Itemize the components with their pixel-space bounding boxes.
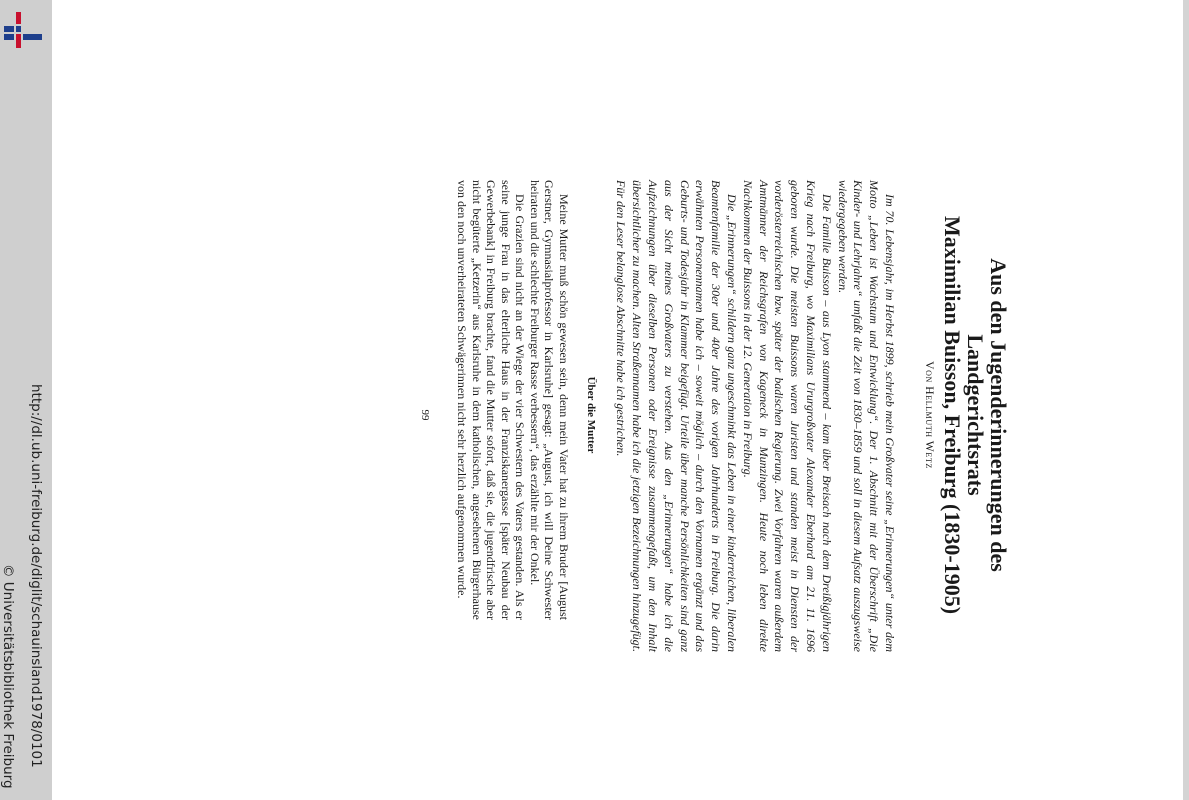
intro-paragraph: Die Familie Buisson – aus Lyon stammend – kam über Breisach nach dem Dreißigjährigen Krieg nach Freiburg, wo Maximilians Ururgroßvater Alexander Eberhard am 21. 11. 1696 geboren wurde. Die meisten Buissons waren Juristen und standen meist in Diensten der vorderösterreichischen bzw. später der badischen Regierung. Zwei Vorfahren waren außerdem Amtmänner der Reichsgrafen von Kageneck in Munzingen. Heute noch leben direkte Nachkommen der Buissons in der 12. Generation in Freiburg.	[740, 180, 834, 652]
document-url[interactable]: http://dl.ub.uni-freiburg.de/diglit/schauinsland1978/0101	[28, 384, 44, 768]
logo-red-bar-bottom	[16, 34, 21, 48]
body-paragraph: Die Grazien sind nicht an der Wiege der vier Schwestern des Vaters gestanden. Als er seine junge Frau in das elterliche Haus in der Franziskanergasse [später Neubau der Gewerbebank] in Freiburg brachte, fand die Mutter sofort, daß sie, die jugendfrische aber nicht begüterte „Ketzerin“ aus Karlsruhe in dem katholischen, angesehenen Bürgerhause von den noch unverheirateten Schwägerinnen nicht sehr herzlich aufgenommen wurde.	[455, 180, 528, 620]
copyright-notice: © Universitätsbibliothek Freiburg	[0, 564, 16, 789]
intro-paragraph: Im 70. Lebensjahr, im Herbst 1899, schrieb mein Großvater seine „Erinnerungen“ unter dem Motto „Leben ist Wachstum und Entwicklung“. Der 1. Abschnitt mit der Überschrift „Die Kinder- und Lehrjahre“ umfaßt die Zeit von 1830–1859 und soll in diesem Aufsatz auszugsweise wiedergegeben werden.	[835, 180, 897, 652]
article-title-line-1: Aus den Jugenderinnerungen des Landgerichtsrats	[963, 258, 1011, 572]
logo-red-bar-top	[16, 12, 21, 24]
logo-blue-bar-mid	[16, 26, 21, 32]
section-heading: Über die Mutter	[584, 376, 597, 454]
logo-blue-bar-right	[23, 34, 42, 40]
university-library-logo-icon	[2, 10, 44, 50]
right-border	[1183, 0, 1189, 800]
article-title	[941, 180, 1010, 650]
logo-blue-bar-low	[4, 34, 14, 40]
intro-paragraph: Die „Erinnerungen“ schildern ganz ungeschminkt das Leben in einer kinderreichen, liberalen Beamtenfamilie der 30er und 40er Jahre des vorigen Jahrhunderts in Freiburg. Die darin erwähnten Personennamen habe ich – soweit möglich – durch den Vornamen ergänzt und das Geburts- und Todesjahr in Klammer beigefügt. Urteile über manche Persönlichkeiten sind ganz aus der Sicht meines Großvaters zu verstehen. Aus den „Erinnerungen“ habe ich die Aufzeichnungen über dieselben Personen oder Ereignisse zusammengefaßt, um den Inhalt übersichtlicher zu machen. Alten Straßennamen habe ich die jetzigen Bezeichnungen hinzugefügt. Für den Leser belanglose Abschnitte habe ich gestrichen.	[614, 180, 740, 652]
article-intro	[613, 180, 897, 652]
article-body	[455, 180, 571, 620]
page-number: 99	[418, 409, 431, 421]
body-paragraph: Meine Mutter muß schön gewesen sein, denn mein Vater hat zu ihrem Bruder [August Gerstner, Gymnasialprofessor in Karlsruhe] gesagt: „August, ich will Deine Schwester heiraten und die schlechte Freiburger Rasse verbessern“, das erzählte mir der Onkel.	[527, 180, 571, 620]
viewer-sidebar	[0, 0, 52, 800]
logo-blue-bar-left	[4, 26, 14, 32]
scanned-page	[290, 180, 1010, 650]
article-byline: Von Hellmuth Wetz	[923, 361, 935, 469]
article-title-line-2: Maximilian Buisson, Freiburg (1830-1905)	[940, 215, 965, 615]
